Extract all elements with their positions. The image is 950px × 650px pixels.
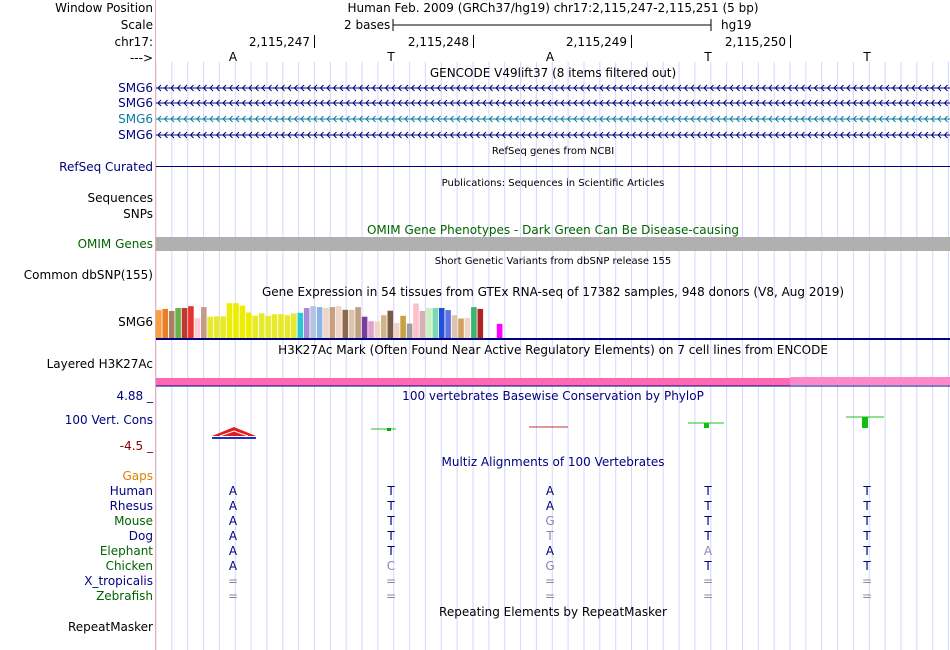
alignment-base: A	[228, 544, 238, 558]
coordinate-tick-label: 2,115,247	[248, 35, 310, 49]
gtex-tissue-bar	[182, 308, 188, 338]
gtex-tissue-bar	[207, 317, 213, 338]
gtex-tissue-bar	[169, 311, 175, 338]
alignment-base: T	[704, 499, 712, 513]
alignment-base: A	[228, 559, 238, 573]
alignment-base: T	[387, 544, 395, 558]
gtex-tissue-bar	[310, 306, 316, 338]
gtex-tissue-bar	[240, 306, 246, 338]
alignment-base: G	[545, 559, 555, 573]
gtex-tissue-bar	[175, 308, 181, 338]
alignment-base: T	[704, 559, 712, 573]
alignment-base: A	[545, 544, 555, 558]
window-position-text: Human Feb. 2009 (GRCh37/hg19) chr17:2,115,247-2,115,251 (5 bp)	[347, 1, 759, 15]
gencode-transcript	[156, 116, 950, 122]
window-position-label: Window Position	[55, 1, 153, 15]
gtex-tissue-bar	[349, 310, 355, 338]
species-label[interactable]: X_tropicalis	[84, 574, 153, 588]
alignment-base: A	[228, 484, 238, 498]
gencode-smg6-label-2[interactable]: SMG6	[118, 96, 153, 110]
gtex-tissue-bar	[298, 313, 304, 338]
gtex-tissue-bar	[252, 316, 258, 338]
refseq-gene-line[interactable]	[156, 166, 950, 167]
coordinate-tick	[631, 35, 632, 48]
gtex-tissue-bar	[278, 314, 284, 338]
gtex-tissue-bar	[413, 304, 419, 339]
alignment-base: A	[228, 514, 238, 528]
alignment-base: T	[387, 484, 395, 498]
omim-genes-label[interactable]: OMIM Genes	[77, 237, 153, 251]
chrom-label: chr17:	[114, 35, 153, 49]
alignment-base: T	[387, 529, 395, 543]
alignment-base: =	[544, 589, 556, 603]
gtex-tissue-bar	[330, 307, 336, 338]
alignment-base: T	[863, 559, 871, 573]
gtex-tissue-bar	[156, 310, 162, 338]
alignment-base: =	[702, 574, 714, 588]
species-label[interactable]: Elephant	[99, 544, 153, 558]
base-letter: T	[863, 50, 871, 64]
tracks-panel[interactable]	[156, 0, 950, 650]
alignment-base: =	[227, 589, 239, 603]
alignment-base: T	[704, 529, 712, 543]
publications-title: Publications: Sequences in Scientific Articles	[441, 178, 665, 189]
h3k27ac-title: H3K27Ac Mark (Often Found Near Active Regulatory Elements) on 7 cell lines from ENCODE	[278, 343, 828, 357]
strand-label: --->	[129, 51, 153, 65]
coordinate-tick-label: 2,115,248	[407, 35, 469, 49]
alignment-base: T	[863, 499, 871, 513]
species-label[interactable]: Human	[109, 484, 153, 498]
alignment-base: T	[863, 484, 871, 498]
gtex-tissue-bar	[227, 303, 233, 338]
gencode-smg6-label-1[interactable]: SMG6	[118, 81, 153, 95]
dbsnp-title: Short Genetic Variants from dbSNP release 155	[434, 256, 672, 267]
gtex-tissue-bar	[355, 307, 361, 338]
gtex-tissue-bar	[272, 314, 278, 338]
alignment-base: T	[863, 544, 871, 558]
gencode-smg6-label-4[interactable]: SMG6	[118, 128, 153, 142]
alignment-base: =	[702, 589, 714, 603]
base-letter: T	[387, 50, 395, 64]
coordinate-tick-label: 2,115,249	[565, 35, 627, 49]
alignment-base: T	[704, 484, 712, 498]
gtex-tissue-bar	[471, 307, 477, 338]
omim-title: OMIM Gene Phenotypes - Dark Green Can Be Disease-causing	[366, 223, 740, 237]
alignment-base: T	[863, 529, 871, 543]
alignment-base: =	[385, 574, 397, 588]
phylop-min-label: -4.5 _	[119, 439, 153, 453]
gtex-tissue-bar	[445, 310, 451, 338]
species-label[interactable]: Mouse	[114, 514, 153, 528]
gtex-tissue-bar	[465, 318, 471, 338]
alignment-base: A	[228, 529, 238, 543]
gtex-tissue-bar	[304, 308, 310, 338]
gtex-tissue-bar	[381, 315, 387, 338]
gtex-tissue-bar	[162, 309, 168, 338]
coordinate-tick	[314, 35, 315, 48]
gencode-transcript	[156, 100, 950, 106]
track-labels-column	[0, 0, 155, 650]
alignment-base: T	[387, 499, 395, 513]
coordinate-tick	[473, 35, 474, 48]
gtex-tissue-bar	[259, 313, 265, 338]
species-label[interactable]: Rhesus	[109, 499, 153, 513]
phylop-label[interactable]: 100 Vert. Cons	[64, 413, 153, 427]
gtex-tissue-bar	[285, 315, 291, 338]
gtex-tissue-bar	[433, 308, 439, 338]
gtex-tissue-bar	[188, 306, 194, 338]
alignment-base: A	[545, 484, 555, 498]
scale-label: Scale	[120, 18, 153, 32]
repeatmasker-title: Repeating Elements by RepeatMasker	[439, 605, 667, 619]
gtex-tissue-bar	[388, 311, 394, 338]
gencode-transcript	[156, 132, 950, 138]
gtex-tissue-bar	[458, 319, 464, 339]
base-letter: A	[545, 50, 555, 64]
gtex-tissue-bar	[343, 310, 349, 338]
alignment-base: =	[385, 589, 397, 603]
gtex-tissue-bar	[291, 313, 297, 338]
alignment-base: T	[387, 514, 395, 528]
gtex-tissue-bar	[233, 303, 239, 338]
gencode-transcripts[interactable]	[156, 80, 950, 144]
gtex-title: Gene Expression in 54 tissues from GTEx RNA-seq of 17382 samples, 948 donors (V8, Aug 2019)	[261, 285, 845, 299]
alignment-base: =	[861, 574, 873, 588]
gtex-tissue-bar	[323, 308, 329, 338]
species-label[interactable]: Dog	[128, 529, 153, 543]
dbsnp-label[interactable]: Common dbSNP(155)	[23, 268, 153, 282]
phylop-signal[interactable]	[156, 405, 950, 445]
coordinate-tick	[790, 35, 791, 48]
gtex-tissue-bar	[497, 324, 503, 338]
scale-text: 2 bases	[344, 18, 391, 32]
gtex-tissue-bar	[336, 306, 342, 338]
snps-label[interactable]: SNPs	[123, 207, 153, 221]
alignment-base: C	[386, 559, 396, 573]
gtex-tissue-bar	[394, 323, 400, 338]
gtex-smg6-label[interactable]: SMG6	[118, 315, 153, 329]
alignment-base: G	[545, 514, 555, 528]
gtex-tissue-bar	[452, 315, 458, 338]
species-label[interactable]: Chicken	[105, 559, 153, 573]
gtex-tissue-bar	[201, 307, 207, 338]
alignment-base: =	[227, 574, 239, 588]
h3k27ac-signal[interactable]	[156, 376, 950, 388]
gtex-expression-bars[interactable]	[156, 300, 950, 340]
gtex-tissue-bar	[317, 307, 323, 338]
gtex-tissue-bar	[368, 321, 374, 338]
gtex-tissue-bar	[375, 322, 381, 339]
species-label[interactable]: Zebrafish	[96, 589, 153, 603]
scale-bar	[156, 16, 950, 34]
alignment-base: A	[545, 499, 555, 513]
refseq-curated-label[interactable]: RefSeq Curated	[59, 160, 153, 174]
gtex-tissue-bar	[220, 316, 226, 338]
gencode-smg6-label-3[interactable]: SMG6	[118, 112, 153, 126]
gencode-transcript	[156, 85, 950, 91]
gtex-tissue-bar	[439, 308, 445, 338]
base-letter: A	[228, 50, 238, 64]
gtex-tissue-bar	[195, 318, 201, 338]
assembly-text: hg19	[721, 18, 752, 32]
gtex-tissue-bar	[426, 308, 432, 338]
gencode-title: GENCODE V49lift37 (8 items filtered out)	[429, 66, 677, 80]
coordinate-tick-label: 2,115,250	[724, 35, 786, 49]
sequences-label[interactable]: Sequences	[87, 191, 153, 205]
gtex-tissue-bar	[362, 317, 368, 338]
gtex-tissue-bar	[407, 324, 413, 338]
gtex-tissue-bar	[420, 311, 426, 338]
h3k27ac-label[interactable]: Layered H3K27Ac	[46, 357, 153, 371]
phylop-title: 100 vertebrates Basewise Conservation by PhyloP	[402, 389, 704, 403]
repeatmasker-label[interactable]: RepeatMasker	[67, 620, 153, 634]
phylop-max-label: 4.88 _	[116, 389, 153, 403]
refseq-title: RefSeq genes from NCBI	[491, 146, 615, 157]
alignment-base: A	[703, 544, 713, 558]
alignment-base: A	[228, 499, 238, 513]
base-letter: T	[704, 50, 712, 64]
gtex-tissue-bar	[265, 316, 271, 338]
multiz-title: Multiz Alignments of 100 Vertebrates	[441, 455, 665, 469]
alignment-base: T	[863, 514, 871, 528]
gtex-tissue-bar	[246, 313, 252, 339]
alignment-base: T	[546, 529, 554, 543]
alignment-base: =	[861, 589, 873, 603]
alignment-base: T	[704, 514, 712, 528]
gtex-tissue-bar	[400, 316, 406, 338]
gaps-label[interactable]: Gaps	[122, 469, 153, 483]
gtex-tissue-bar	[478, 309, 484, 338]
omim-gene-bar[interactable]	[156, 237, 950, 251]
gtex-baseline	[156, 338, 950, 340]
alignment-base: =	[544, 574, 556, 588]
gtex-tissue-bar	[214, 316, 220, 338]
